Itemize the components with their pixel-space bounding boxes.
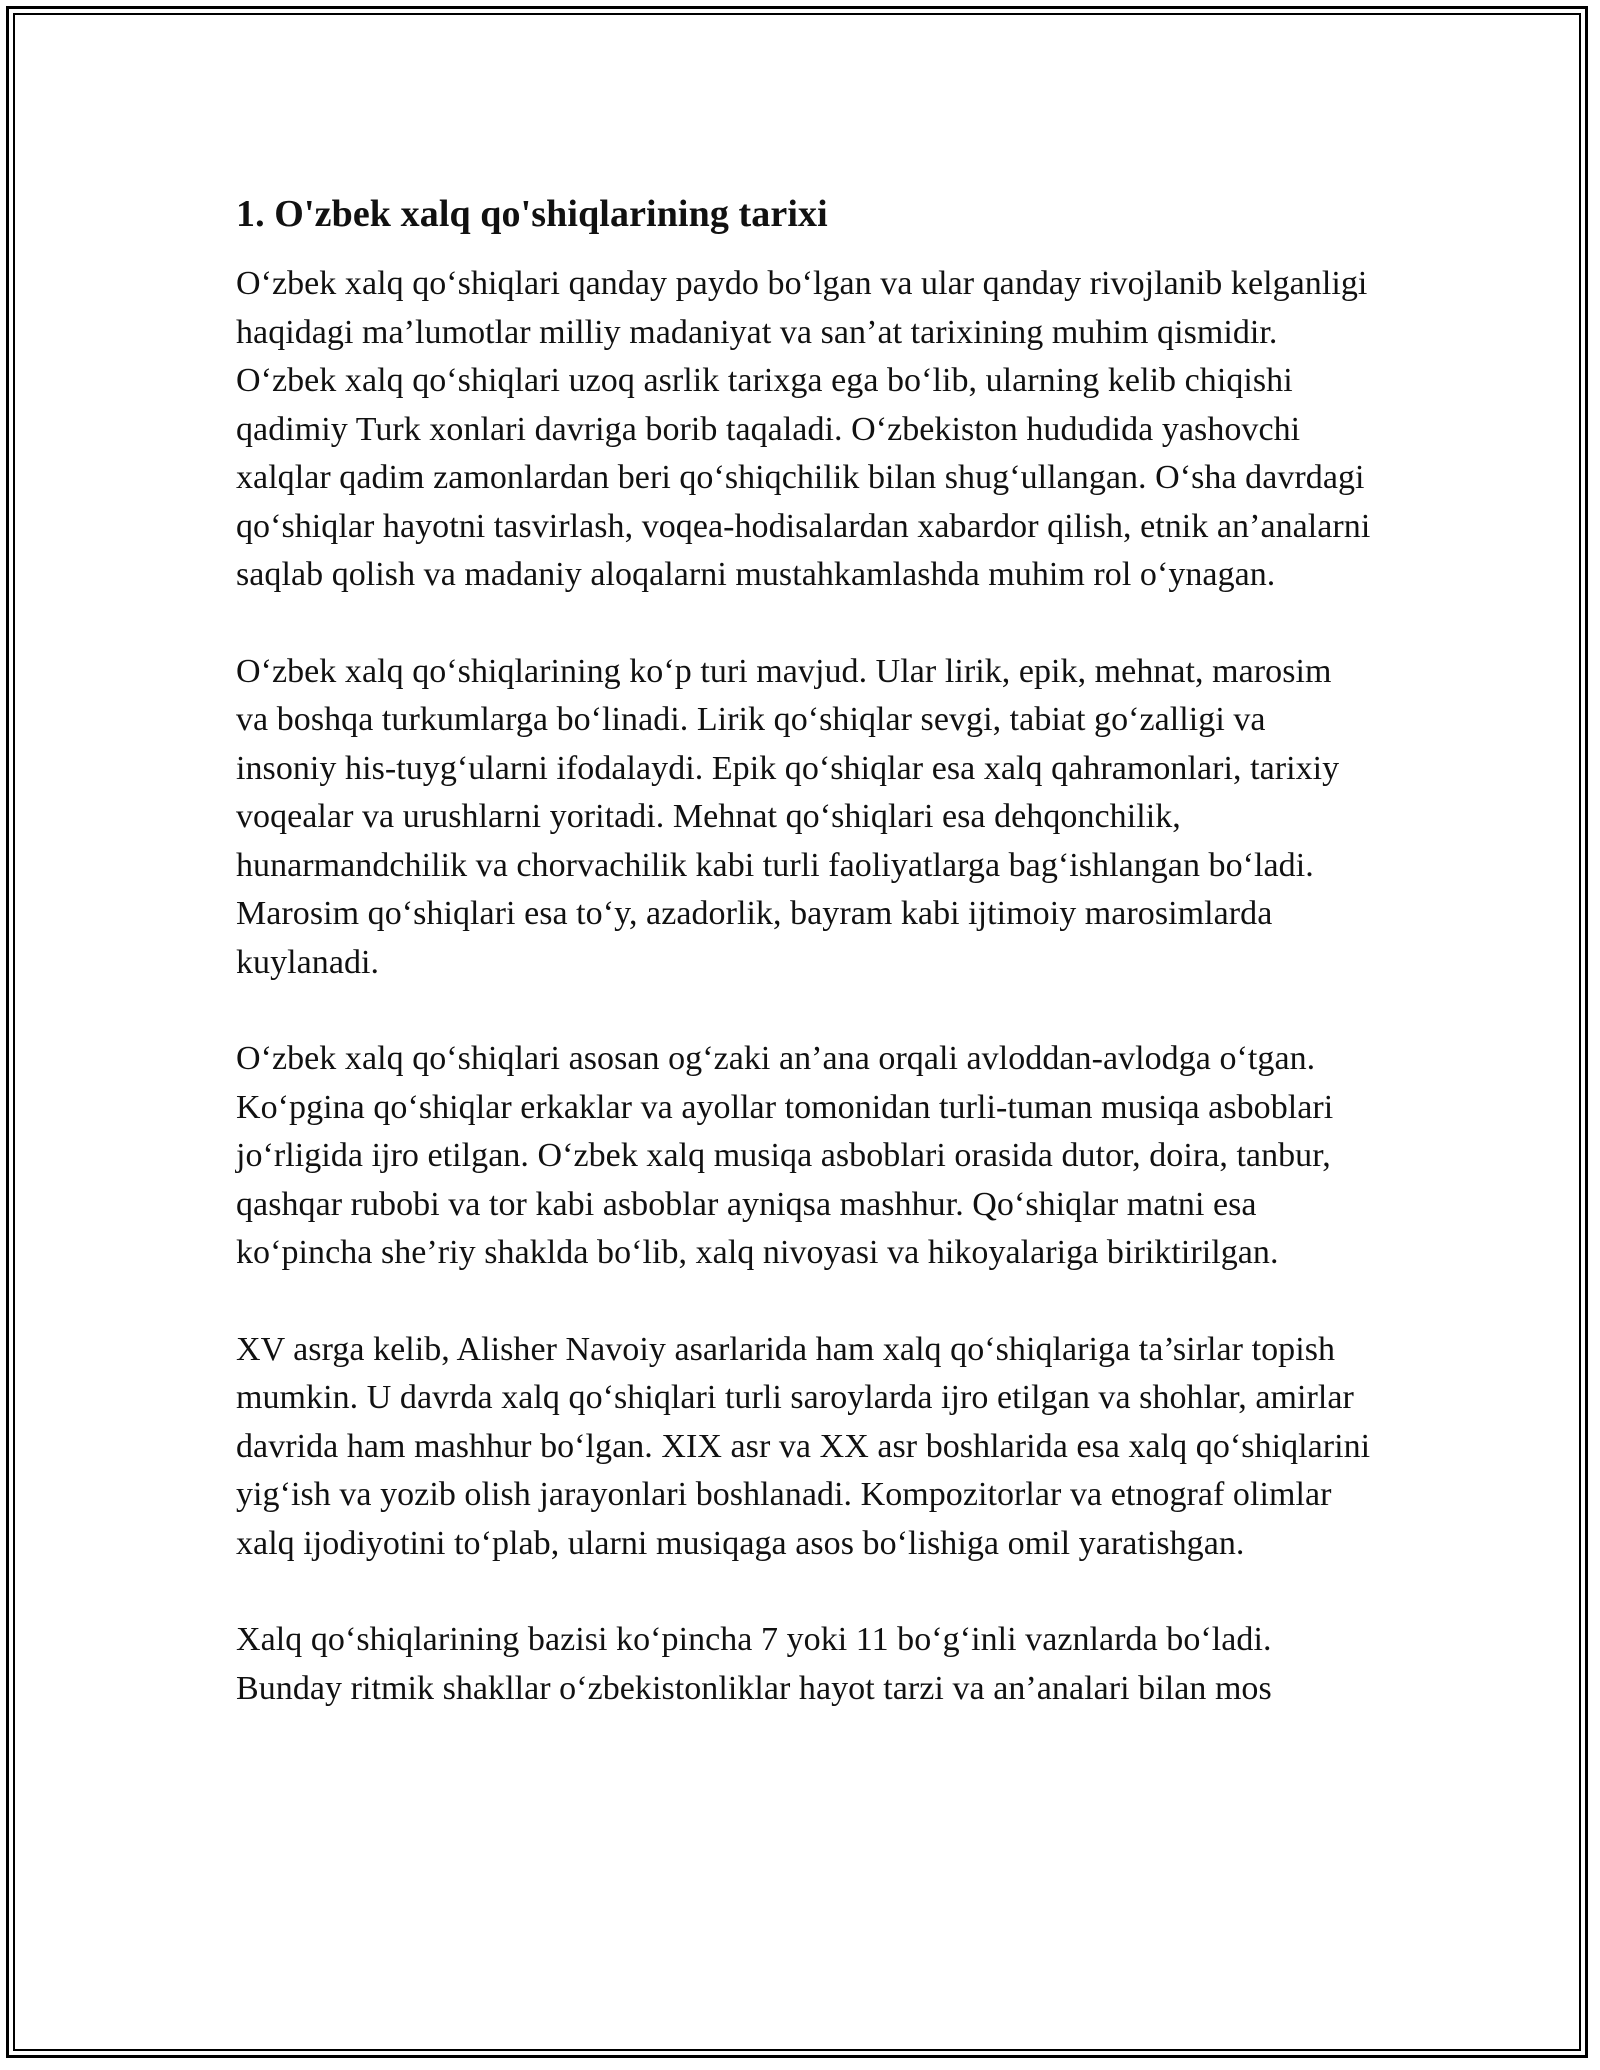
paragraph-4: XV asrga kelib, Alisher Navoiy asarlarida ham xalq qo‘shiqlariga ta’sirlar topish mumkin. U davrda xalq qo‘shiqlari turli saroylarda ijro etilgan va shohlar, amirlar davrida ham mashhur bo‘lgan. XIX asr va XX asr boshlarida esa xalq qo‘shiqlarini yig‘ish va yozib olish jarayonlari boshlanadi. Kompozitorlar va etnograf olimlar xalq ijodiyotini to‘plab, ularni musiqaga asos bo‘lishiga omil yaratishgan. bbox=[236, 1330, 1371, 1562]
document-body bbox=[236, 188, 1371, 1761]
paragraph-5: Xalq qo‘shiqlarining bazisi ko‘pincha 7 yoki 11 bo‘g‘inli vaznlarda bo‘ladi. Bunday ritmik shakllar o‘zbekistonliklar hayot tarzi va an’analari bilan mos bbox=[236, 1621, 1272, 1707]
section-heading: 1. O'zbek xalq qo'shiqlarining tarixi bbox=[236, 193, 828, 235]
paragraph-1: O‘zbek xalq qo‘shiqlari qanday paydo bo‘lgan va ular qanday rivojlanib kelganligi haqidagi ma’lumotlar milliy madaniyat va san’at tarixining muhim qismidir. O‘zbek xalq qo‘shiqlari uzoq asrlik tarixga ega bo‘lib, ularning kelib chiqishi qadimiy Turk xonlari davriga borib taqaladi. O‘zbekiston hududida yashovchi xalqlar qadim zamonlardan beri qo‘shiqchilik bilan shug‘ullangan. O‘sha davrdagi qo‘shiqlar hayotni tasvirlash, voqea-hodisalardan xabardor qilish, etnik an’analarni saqlab qolish va madaniy aloqalarni mustahkamlashda muhim rol o‘ynagan. bbox=[236, 265, 1371, 593]
paragraph-2: O‘zbek xalq qo‘shiqlarining ko‘p turi mavjud. Ular lirik, epik, mehnat, marosim va boshqa turkumlarga bo‘linadi. Lirik qo‘shiqlar sevgi, tabiat go‘zalligi va insoniy his-tuyg‘ularni ifodalaydi. Epik qo‘shiqlar esa xalq qahramonlari, tarixiy voqealar va urushlarni yoritadi. Mehnat qo‘shiqlari esa dehqonchilik, hunarmandchilik va chorvachilik kabi turli faoliyatlarga bag‘ishlangan bo‘ladi. Marosim qo‘shiqlari esa to‘y, azadorlik, bayram kabi ijtimoiy marosimlarda kuylanadi. bbox=[236, 652, 1340, 981]
paragraph-3: O‘zbek xalq qo‘shiqlari asosan og‘zaki an’ana orqali avloddan-avlodga o‘tgan. Ko‘pgina qo‘shiqlar erkaklar va ayollar tomonidan turli-tuman musiqa asboblari jo‘rligida ijro etilgan. O‘zbek xalq musiqa asboblari orasida dutor, doira, tanbur, qashqar rubobi va tor kabi asboblar ayniqsa mashhur. Qo‘shiqlar matni esa ko‘pincha she’riy shaklda bo‘lib, xalq nivoyasi va hikoyalariga biriktirilgan. bbox=[236, 1040, 1334, 1271]
